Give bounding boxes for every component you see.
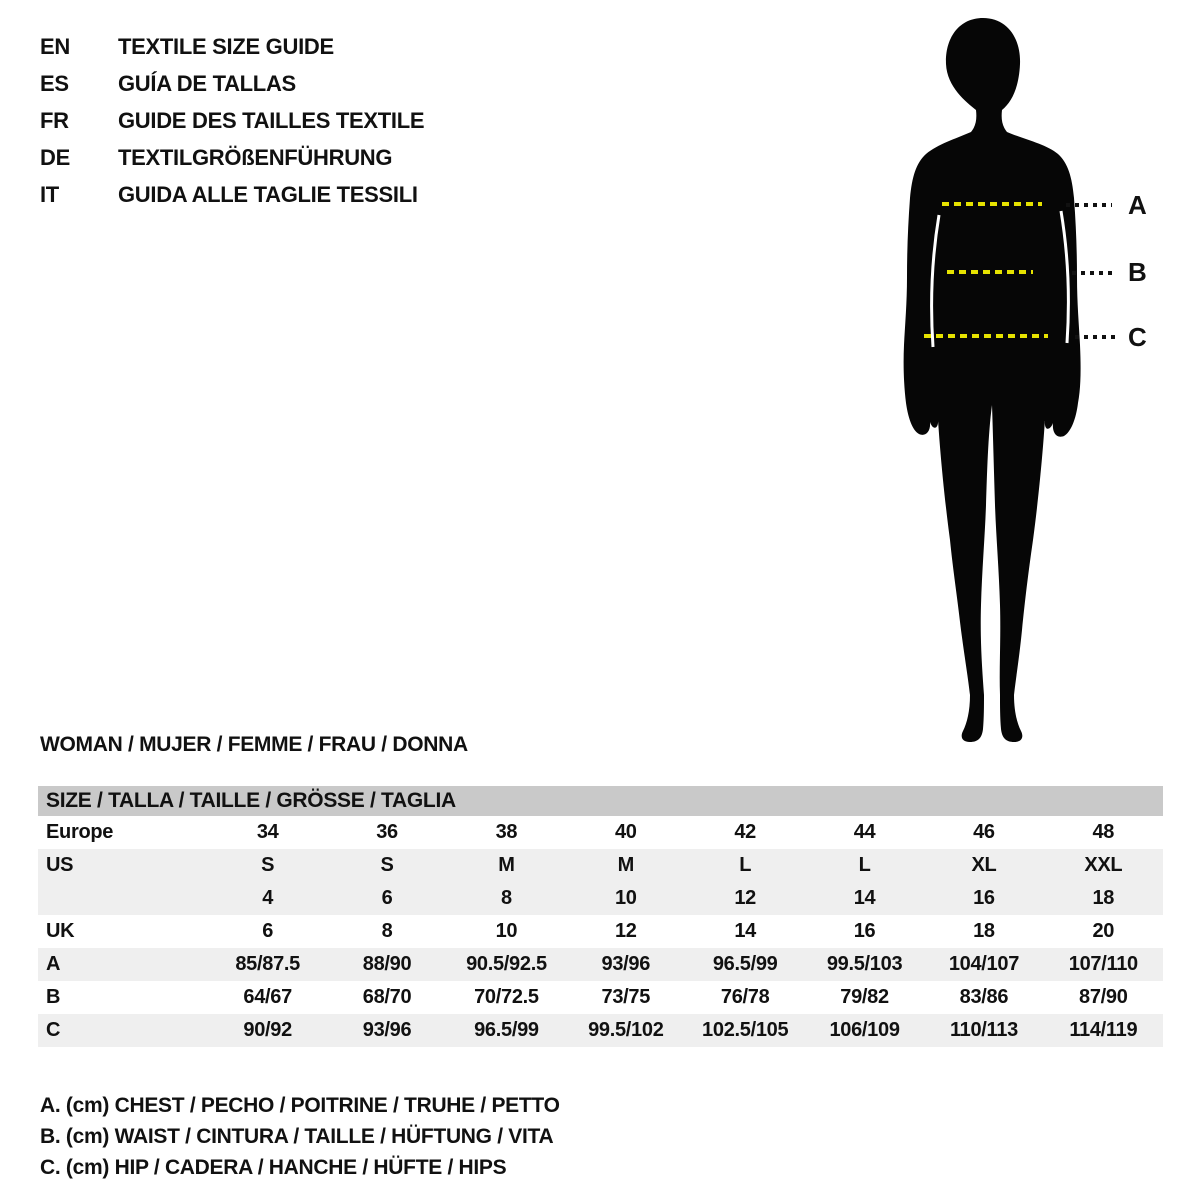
table-cell: 68/70 [362,986,412,1008]
measurement-legend [40,1090,560,1183]
language-code: DE [40,144,70,170]
language-row [40,176,424,213]
table-cell: 40 [614,821,637,843]
table-cell: 18 [973,920,995,942]
table-cell: 46 [973,821,995,843]
table-cell: 10 [614,887,637,909]
language-title: GUIDE DES TAILLES TEXTILE [118,107,425,133]
table-cell: 93/96 [362,1019,412,1041]
silhouette-body-shape [904,18,1081,742]
language-code: FR [40,107,69,133]
table-cell: 90.5/92.5 [466,953,547,975]
language-code: EN [40,33,70,59]
table-row [38,1014,1163,1047]
table-row-label [38,882,208,915]
table-cell: 102.5/105 [702,1019,789,1041]
table-row-label: C [46,1019,61,1041]
table-cell: 14 [734,920,757,942]
language-title: TEXTILGRÖßENFÜHRUNG [118,144,393,170]
table-row [38,816,1163,849]
woman-silhouette-figure [895,5,1200,745]
table-cell: 4 [262,887,274,909]
marker-label-b: B [1128,257,1147,287]
waist-dot-line [1072,271,1116,275]
table-cell: 8 [381,920,393,942]
table-row-label: US [46,854,74,876]
table-row-label: A [46,953,61,975]
legend-item: B. (cm) WAIST / CINTURA / TAILLE / HÜFTUNG / VITA [40,1125,554,1148]
hip-dash-line [924,334,1048,338]
table-row [38,948,1163,981]
table-cell: 14 [853,887,876,909]
marker-label-c: C [1128,322,1147,352]
table-cell: 12 [614,920,637,942]
table-cell: 42 [734,821,757,843]
language-title: GUÍA DE TALLAS [118,70,296,96]
table-cell: 12 [734,887,757,909]
table-cell: 93/96 [601,953,651,975]
table-cell: 79/82 [840,986,889,1008]
table-cell: 20 [1092,920,1115,942]
table-cell: S [380,854,394,876]
table-cell: XL [971,854,997,876]
table-cell: 106/109 [829,1019,900,1041]
table-cell: 87/90 [1079,986,1128,1008]
table-row [38,915,1163,948]
language-title: TEXTILE SIZE GUIDE [118,33,334,59]
language-row [40,28,424,65]
table-cell: 114/119 [1069,1019,1138,1041]
legend-item: C. (cm) HIP / CADERA / HANCHE / HÜFTE / HIPS [40,1156,507,1179]
table-cell: 64/67 [243,986,292,1008]
table-cell: 18 [1092,887,1115,909]
language-code: ES [40,70,69,96]
woman-silhouette [895,5,1095,745]
table-cell: XXL [1084,854,1123,876]
table-cell: 8 [501,887,512,909]
waist-dash-line [947,270,1033,274]
table-cell: 96.5/99 [712,953,778,975]
table-row-label: B [46,986,61,1008]
language-code: IT [40,181,59,207]
table-cell: M [617,854,634,876]
size-table [38,786,1163,1047]
table-cell: 107/110 [1068,953,1138,975]
language-row [40,139,424,176]
table-cell: 99.5/103 [826,953,903,975]
table-cell: 16 [973,887,995,909]
table-row [38,882,1163,915]
gender-heading: WOMAN / MUJER / FEMME / FRAU / DONNA [40,733,468,756]
table-cell: 110/113 [949,1019,1018,1041]
table-row-label: UK [46,920,75,942]
table-cell: 6 [381,887,393,909]
language-title-list [40,28,424,213]
table-cell: 104/107 [948,953,1020,975]
hip-dot-line [1075,335,1117,339]
marker-label-a: A [1128,190,1147,220]
table-cell: 96.5/99 [474,1019,539,1041]
chest-dot-line [1066,203,1112,207]
language-title: GUIDA ALLE TAGLIE TESSILI [118,181,418,207]
table-cell: 16 [853,920,876,942]
legend-item: A. (cm) CHEST / PECHO / POITRINE / TRUHE / PETTO [40,1094,560,1117]
table-cell: S [261,854,275,876]
table-row [38,981,1163,1014]
chest-dash-line [942,202,1042,206]
table-cell: L [858,854,871,876]
table-cell: 83/86 [959,986,1009,1008]
table-cell: 90/92 [243,1019,292,1041]
table-cell: 70/72.5 [474,986,539,1008]
table-cell: 6 [262,920,274,942]
table-cell: M [498,854,515,876]
table-cell: 73/75 [601,986,651,1008]
table-row-label: Europe [46,821,114,843]
table-cell: 34 [256,821,279,843]
table-row [38,849,1163,882]
table-cell: 10 [495,920,518,942]
table-cell: 85/87.5 [235,953,300,975]
language-row [40,65,424,102]
table-cell: 44 [853,821,876,843]
table-cell: 36 [376,821,398,843]
table-cell: L [739,854,752,876]
size-table-header: SIZE / TALLA / TAILLE / GRÖSSE / TAGLIA [38,786,1163,816]
table-cell: 48 [1092,821,1115,843]
table-cell: 99.5/102 [588,1019,664,1041]
size-table-body [38,816,1163,1047]
table-cell: 38 [495,821,518,843]
table-cell: 88/90 [362,953,412,975]
language-row [40,102,424,139]
table-cell: 76/78 [720,986,770,1008]
